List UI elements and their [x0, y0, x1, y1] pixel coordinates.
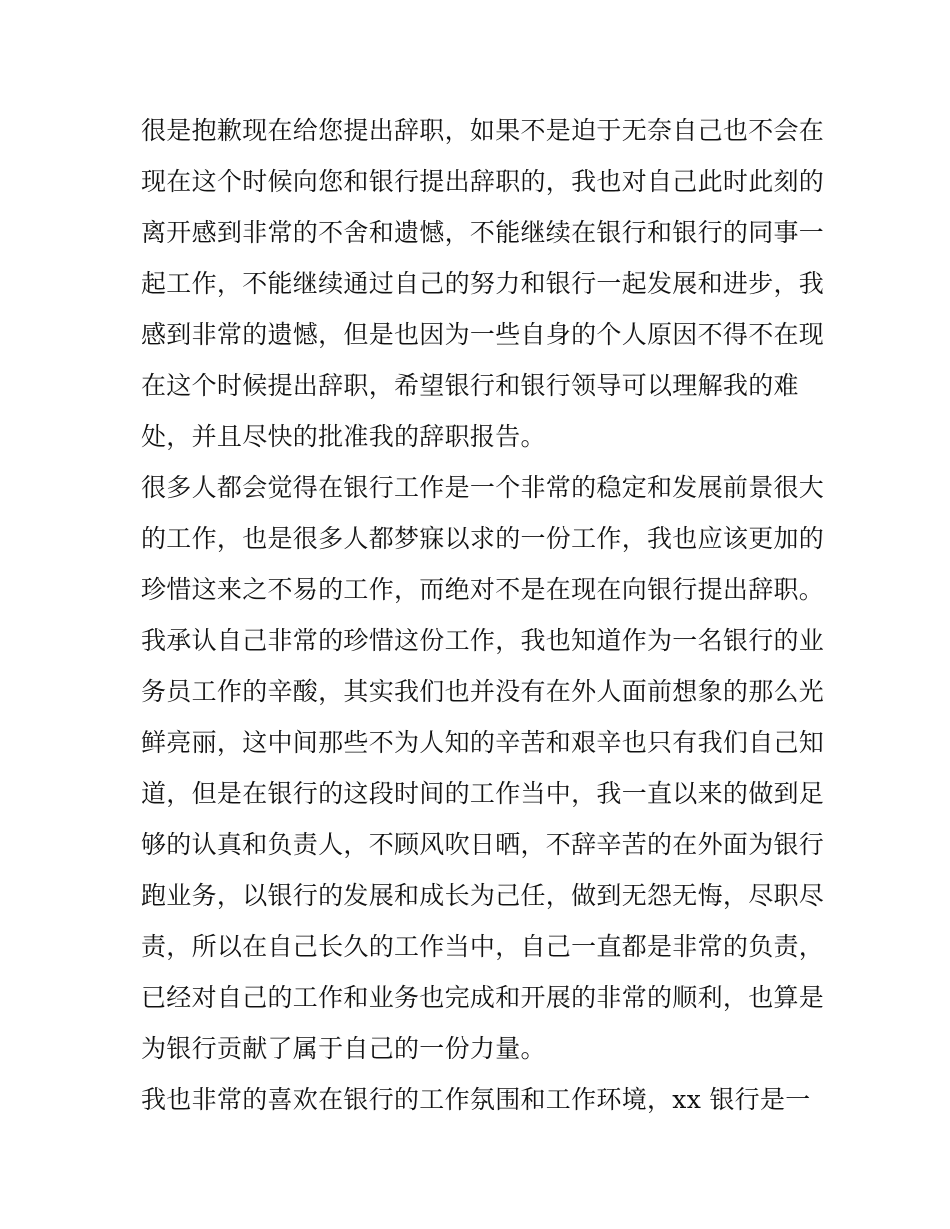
text-line: 已经对自己的工作和业务也完成和开展的非常的顺利，也算是 — [141, 983, 825, 1012]
text-line: 务员工作的辛酸，其实我们也并没有在外人面前想象的那么光 — [141, 677, 825, 706]
text-line: 很多人都会觉得在银行工作是一个非常的稳定和发展前景很大 — [141, 473, 825, 502]
text-line: 我承认自己非常的珍惜这份工作，我也知道作为一名银行的业 — [141, 626, 825, 655]
text-line: 鲜亮丽，这中间那些不为人知的辛苦和艰辛也只有我们自己知 — [141, 728, 825, 757]
body-text — [141, 105, 825, 1125]
text-line: 我也非常的喜欢在银行的工作氛围和工作环境，xx 银行是一 — [141, 1085, 811, 1114]
text-line: 在这个时候提出辞职，希望银行和银行领导可以理解我的难 — [141, 371, 799, 400]
text-line: 离开感到非常的不舍和遗憾，不能继续在银行和银行的同事一 — [141, 218, 825, 247]
text-line: 现在这个时候向您和银行提出辞职的，我也对自己此时此刻的 — [141, 167, 825, 196]
text-line: 跑业务，以银行的发展和成长为己任，做到无怨无悔，尽职尽 — [141, 881, 825, 910]
text-line: 够的认真和负责人，不顾风吹日晒，不辞辛苦的在外面为银行 — [141, 830, 825, 859]
text-line: 道，但是在银行的这段时间的工作当中，我一直以来的做到足 — [141, 779, 825, 808]
text-line: 为银行贡献了属于自己的一份力量。 — [141, 1034, 546, 1063]
text-line: 责，所以在自己长久的工作当中，自己一直都是非常的负责， — [141, 932, 825, 961]
text-line: 处，并且尽快的批准我的辞职报告。 — [141, 422, 546, 451]
text-line: 的工作，也是很多人都梦寐以求的一份工作，我也应该更加的 — [141, 524, 825, 553]
text-line: 起工作，不能继续通过自己的努力和银行一起发展和进步，我 — [141, 269, 825, 298]
text-line: 很是抱歉现在给您提出辞职，如果不是迫于无奈自己也不会在 — [141, 116, 825, 145]
text-line: 珍惜这来之不易的工作，而绝对不是在现在向银行提出辞职。 — [141, 575, 825, 604]
text-line: 感到非常的遗憾，但是也因为一些自身的个人原因不得不在现 — [141, 320, 825, 349]
